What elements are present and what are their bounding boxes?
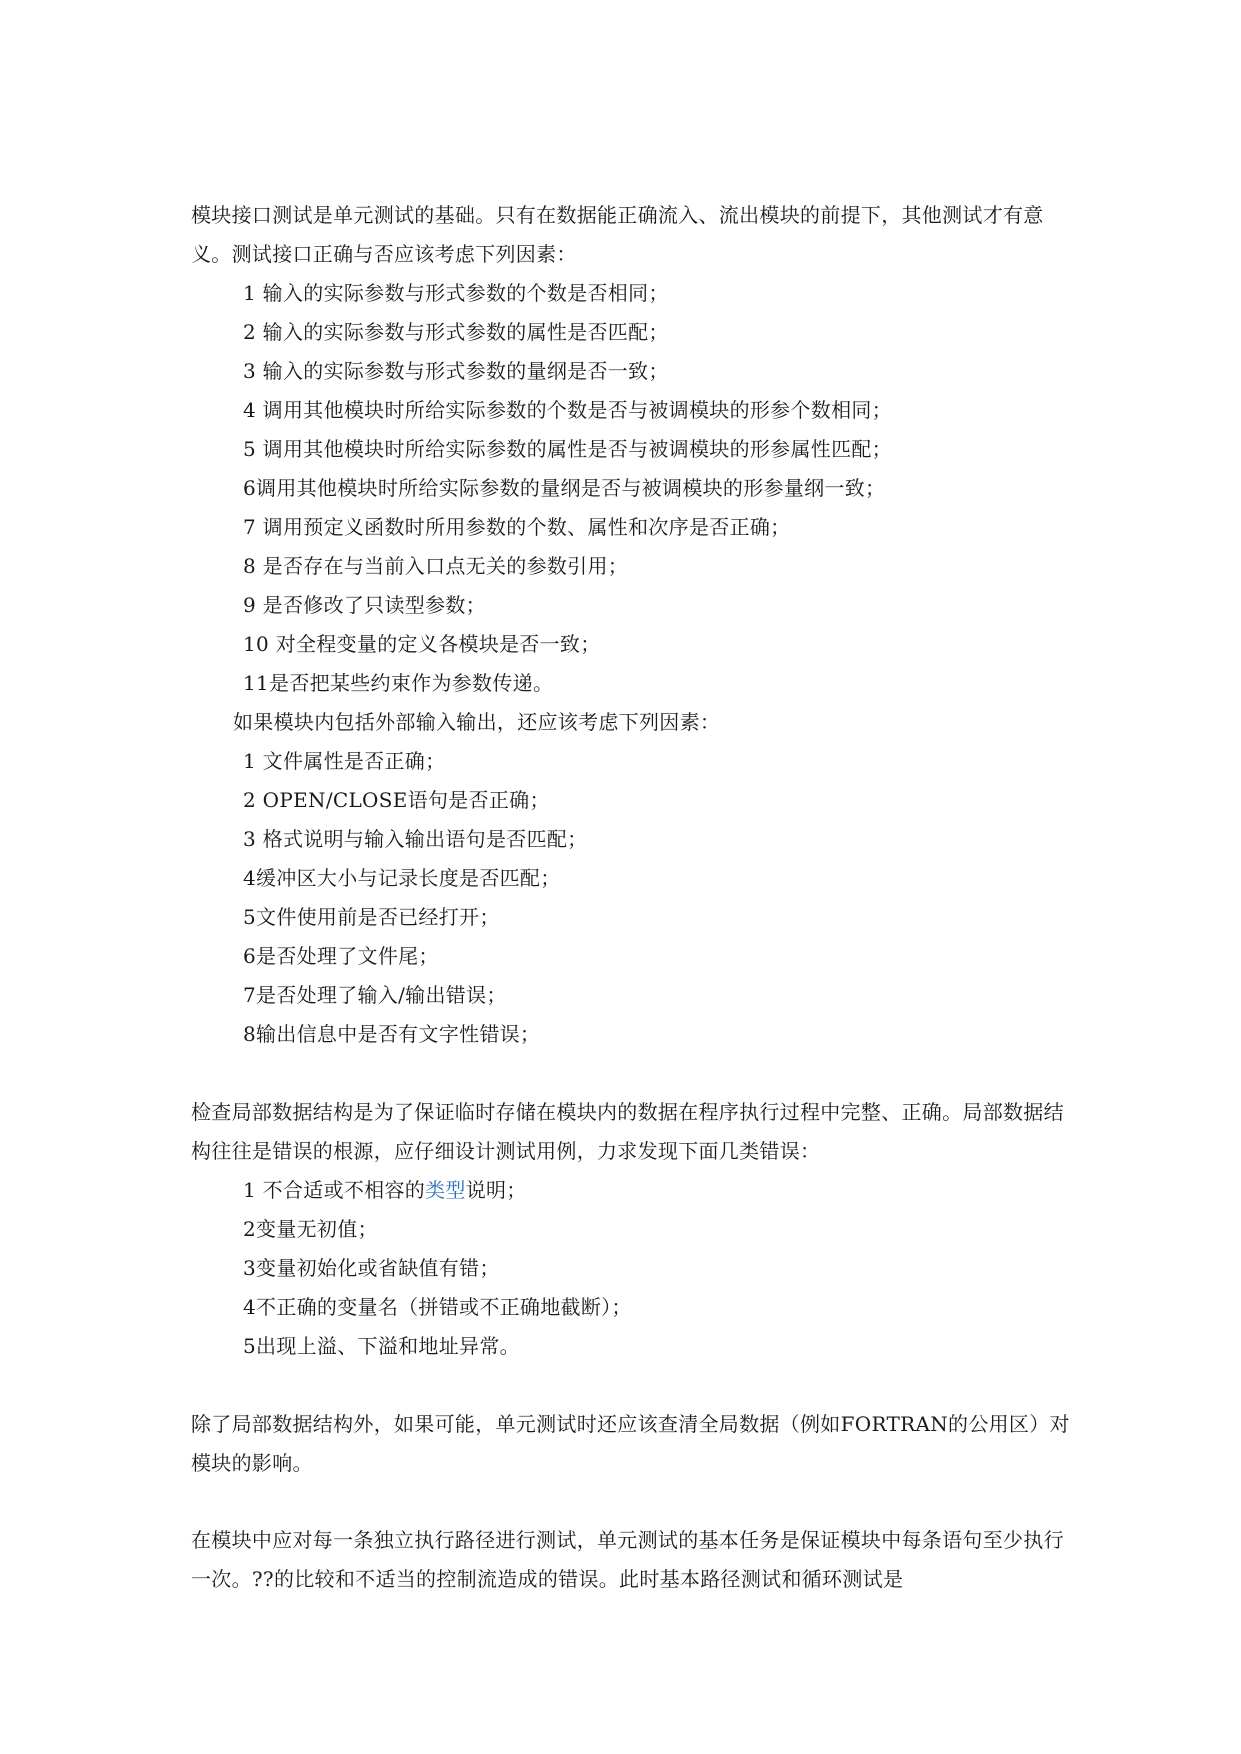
type-link[interactable]: 类型 [425, 1178, 466, 1202]
list-item-prefix: 1 不合适或不相容的 [243, 1178, 426, 1202]
list-item: 7是否处理了输入/输出错误； [243, 983, 507, 1007]
list-item: 2变量无初值； [243, 1217, 378, 1241]
list-item: 8输出信息中是否有文字性错误； [243, 1022, 541, 1046]
list-item: 1 输入的实际参数与形式参数的个数是否相同； [243, 281, 669, 305]
list-item: 10 对全程变量的定义各模块是否一致； [243, 632, 601, 656]
global-data-paragraph: 除了局部数据结构外，如果可能，单元测试时还应该查清全局数据（例如FORTRAN的公用区）对模块的影响。 [191, 1412, 1070, 1475]
interface-test-intro: 模块接口测试是单元测试的基础。只有在数据能正确流入、流出模块的前提下，其他测试才有意义。测试接口正确与否应该考虑下列因素： [191, 203, 1044, 266]
list-item: 1 文件属性是否正确； [243, 749, 446, 773]
list-item: 5出现上溢、下溢和地址异常。 [243, 1334, 520, 1358]
list-item: 6调用其他模块时所给实际参数的量纲是否与被调模块的形参量纲一致； [243, 476, 886, 500]
list-item: 5 调用其他模块时所给实际参数的属性是否与被调模块的形参属性匹配； [243, 437, 892, 461]
list-item: 4缓冲区大小与记录长度是否匹配； [243, 866, 561, 890]
io-intro: 如果模块内包括外部输入输出，还应该考虑下列因素： [233, 710, 721, 734]
list-item-suffix: 说明； [465, 1178, 527, 1202]
local-data-intro: 检查局部数据结构是为了保证临时存储在模块内的数据在程序执行过程中完整、正确。局部数据结构往往是错误的根源，应仔细设计测试用例，力求发现下面几类错误： [191, 1100, 1064, 1163]
list-item: 4 调用其他模块时所给实际参数的个数是否与被调模块的形参个数相同； [243, 398, 892, 422]
list-item: 8 是否存在与当前入口点无关的参数引用； [243, 554, 629, 578]
list-item: 3变量初始化或省缺值有错； [243, 1256, 500, 1280]
path-test-paragraph: 在模块中应对每一条独立执行路径进行测试，单元测试的基本任务是保证模块中每条语句至少执行一次。??的比较和不适当的控制流造成的错误。此时基本路径测试和循环测试是 [191, 1528, 1064, 1591]
list-item: 2 OPEN/CLOSE语句是否正确； [243, 788, 550, 812]
list-item: 9 是否修改了只读型参数； [243, 593, 486, 617]
list-item: 5文件使用前是否已经打开； [243, 905, 500, 929]
list-item: 11是否把某些约束作为参数传递。 [243, 671, 554, 695]
list-item: 3 格式说明与输入输出语句是否匹配； [243, 827, 588, 851]
list-item: 6是否处理了文件尾； [243, 944, 439, 968]
list-item: 3 输入的实际参数与形式参数的量纲是否一致； [243, 359, 669, 383]
list-item [243, 1171, 527, 1210]
list-item: 4不正确的变量名（拼错或不正确地截断）； [243, 1295, 632, 1319]
list-item: 7 调用预定义函数时所用参数的个数、属性和次序是否正确； [243, 515, 791, 539]
list-item: 2 输入的实际参数与形式参数的属性是否匹配； [243, 320, 669, 344]
